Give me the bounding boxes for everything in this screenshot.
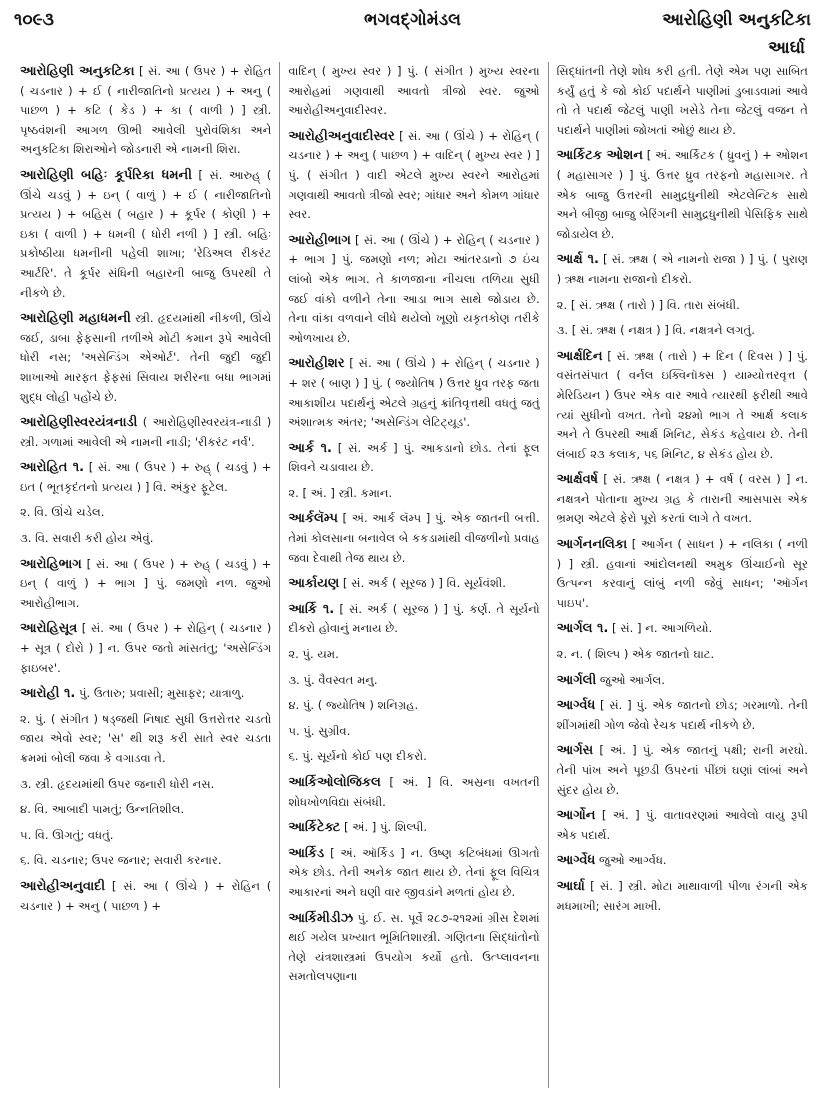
entry-definition: [ સં. અર્ક ( સૂરજ ) ] વિ. સૂર્યવંશી.	[339, 576, 506, 591]
dictionary-entry	[557, 851, 808, 871]
entry-definition: પું. ઈ. સ. પૂર્વે ૨૮૭-૨૧૨માં ગ્રીસ દેશમાં થઈ ગયેલ પ્રખ્યાત ભૂમિતિશાસ્ત્રી. ગણિતના સિદ્ધાંતોનો તેણે યંત્રશાસ્ત્રમાં ઉપયોગ કર્યો હતો. ઉત્પ્લાવનના સમતોલપણાના	[288, 910, 540, 984]
entry-headword: આર્ક્ષ ૧.	[556, 252, 599, 268]
entry-definition: [ સં. ઋક્ષ ( નક્ષત્ર ) + વર્ષ ( વરસ ) ] ન. નક્ષત્રને પોતાના મુખ્ય ગ્રહ કે તારાની આસપાસ એક ભ્રમણ એટલે ફેરો પૂરો કરતાં લાગે તે વખત.	[556, 472, 808, 526]
entry-definition: [ સં. આ ( ઉપર ) + રુહ્ ( ચડવું ) + ઇત ( ભૂતકૃદંતનો પ્રત્યય ) ] વિ. અંકુર ફૂટેલ.	[20, 460, 272, 494]
entry-definition: જુઓ આર્ગલ.	[596, 672, 665, 687]
entry-definition: ૫. પું. સુગ્રીવ.	[288, 723, 351, 738]
entry-headword: આર્કિઓલોજિકલ	[288, 775, 381, 790]
dictionary-entry	[288, 354, 539, 432]
dictionary-entry	[288, 231, 539, 349]
entry-headword: આર્ગ્વધ	[556, 698, 596, 714]
entry-headword: આર્કિમીડીઝ	[288, 910, 354, 926]
entry-definition: [ સં. ઋક્ષ ( તારો ) + દિન ( દિવસ ) ] પું. વસંતસંપાત ( વર્નલ ઇક્વિનૉક્સ ) યામ્યોત્તરવૃત્ત ( મેરિડિયન ) ઉપર એક વાર આવે ત્યારથી ફરીથી આવે ત્યાં સુધીનો વખત. તેનો ૨૪મો ભાગ તે આર્ક્ષ કલાક અને તે ઉપરથી આર્ક્ષ મિનિટ, સેકંડ કહેવાય છે. તેની લંબાઈ ૨૩ કલાક, ૫૬ મિનિટ, ૪ સેકંડ હોય છે.	[556, 348, 808, 461]
entry-definition: સ્ત્રી. હૃદયમાંથી નીકળી, ઊંચે જઈ, ડાબા ફેફસાની તળીએ મોટી કમાન રૂપે આવેલી ધોરી નસ; 'અસેન્ડિંગ એઓર્ટ'. તેની જુદી જુદી શાખાઓ મારફત ફેફસાં સિવાય શરીરના બધા ભાગમાં શુદ્ધ લોહી પહોંચે છે.	[20, 311, 272, 404]
dictionary-entry	[20, 684, 271, 704]
entry-headword: આર્કિ ૧.	[288, 601, 335, 617]
dictionary-entry	[288, 773, 539, 812]
entry-definition: [ અં. આર્કિટક ( ધ્રુવનું ) + ઓશન ( મહાસાગર ) ] પું. ઉત્તર ધ્રુવ તરફનો મહાસાગર. તે એક બાજુ ઉત્તરની સામુદ્રધુનીથી એટલેન્ટિક સાથે અને બીજી બાજુ બેરિંગની સામુદ્રધુનીથી પેસિફિક સાથે જોડાયેલ છે.	[556, 148, 808, 241]
entry-headword: આરોહિણી બહિઃ કૂર્પરિકા ધમની	[20, 167, 192, 183]
entry-headword: આર્કલૅમ્પ	[288, 511, 338, 527]
dictionary-entry	[288, 671, 539, 691]
entry-definition: [ અં. આર્ક લૅમ્પ ] પું. એક જાતની બત્તી. તેમાં કોલસાના બનાવેલ બે કકડામાંથી વીજળીનો પ્રવાહ જવા દેવાથી તેજ થાય છે.	[288, 511, 540, 565]
entry-definition: [ સં. આ ( ઊંચે ) + રોહિન્ ( ચડનાર ) + અનુ ( પાછળ ) + વાદિન્ ( મુખ્ય સ્વર ) ] પું. ( સંગીત ) વાદી એટલે મુખ્ય સ્વરને આરોહમાં ગણવાથી આવતો ત્રીજો સ્વર; ગાંધાર અને કોમળ ગાંધાર સ્વર.	[288, 128, 540, 222]
entry-definition: ૬. વિ. ચડનાર; ઉપર જનાર; સવારી કરનાર.	[20, 853, 222, 868]
column-left	[12, 62, 279, 1088]
dictionary-entry	[288, 722, 539, 742]
entry-definition: ૩. પું. વૈવસ્વત મનુ.	[288, 672, 378, 687]
dictionary-entry	[557, 470, 808, 529]
entry-headword: આર્કિટક ઓશન	[556, 148, 643, 164]
page-number: ૧૦૯૩	[14, 10, 54, 30]
entry-headword: આરોહિણી અનુકટિકા	[20, 64, 135, 79]
dictionary-entry	[20, 529, 271, 549]
entry-headword: આર્ક ૧.	[288, 440, 332, 456]
dictionary-entry	[20, 826, 271, 846]
dictionary-entry	[20, 619, 271, 678]
entry-headword: આરોહિણી મહાધમની	[20, 311, 131, 327]
entry-definition: [ અં. ] પું. વાતાવરણમાં આવેલો વાયુ રૂપી એક પદાર્થ.	[556, 808, 808, 842]
entry-definition: ૪. પું. ( જ્યોતિષ ) શનિગ્રહ.	[288, 698, 419, 713]
dictionary-entry	[20, 503, 271, 523]
entry-definition: ૨. [ સં. ઋક્ષ ( તારો ) ] વિ. તારા સંબંધી.	[556, 297, 740, 312]
entry-headword: આરોહિસૂત્ર	[20, 621, 78, 637]
entry-headword: આર્ગસ	[556, 743, 594, 759]
entry-definition: [ સં. આ ( ઊંચે ) + રોહિન ( ચડનાર ) + અનુ ( પાછળ ) +	[20, 878, 272, 913]
entry-headword: આરોહીઅનુવાદીસ્વર	[288, 128, 395, 144]
dictionary-entry	[557, 146, 808, 244]
entry-definition: [ આર્ગન ( સાધન ) + નલિકા ( નળી ) ] સ્ત્રી. હવાનાં આંદોલનથી અમુક ઊંચાઈનો સૂર ઉત્પન્ન કરવાનું લાંબું નળી જેવું સાધન; 'ઑર્ગન પાઇપ'.	[556, 537, 808, 610]
dictionary-entry	[557, 645, 808, 665]
page-header	[0, 0, 825, 62]
entry-definition: ૫. વિ. ઊગતું; વધતું.	[20, 827, 114, 842]
dictionary-entry	[557, 347, 808, 465]
entry-definition: [ અં. ] વિ. અસ્રના વખતની શોધખોળવિદ્યા સંબંધી.	[288, 775, 540, 809]
dictionary-entry	[288, 696, 539, 716]
entry-headword: આરોહિણીસ્વરયંત્રનાડી	[20, 415, 138, 431]
entry-definition: વાદિન્ ( મુખ્ય સ્વર ) ] પું. ( સંગીત ) મુખ્ય સ્વરના આરોહમાં ગણવાથી આવતો ત્રીજો સ્વર. જુઓ આરોહીઅનુવાદીસ્વર.	[288, 64, 540, 118]
entry-headword: આર્ઘા	[556, 878, 585, 894]
dictionary-entry	[288, 645, 539, 665]
entry-definition: ૨. પું. ( સંગીત ) ષડ્જથી નિષાદ સુધી ઉત્તરોત્તર ચડતો જાય એવો સ્વર; 'સ' થી શરૂ કરી સાતે સ્વર ચડતા ક્રમમાં બોલી જવા કે વગાડવા તે.	[20, 711, 272, 765]
entry-definition: [ સં. ] ન. આગળિયો.	[608, 621, 713, 636]
entry-headword: આર્ગલ ૧.	[556, 621, 609, 637]
dictionary-entry	[288, 574, 539, 594]
dictionary-entry	[288, 509, 539, 568]
column-middle	[279, 62, 547, 1088]
first-guide-word: આરોહિણી અનુકટિકા	[662, 10, 811, 30]
entry-definition: ૨. [ અં. ] સ્ત્રી. કમાન.	[288, 485, 393, 500]
dictionary-entry	[20, 458, 271, 497]
dictionary-entry	[20, 851, 271, 871]
dictionary-entry	[20, 166, 271, 303]
dictionary-entry	[288, 439, 539, 478]
dictionary-columns	[12, 62, 816, 1088]
entry-definition: [ સં. આ ( ઊંચે ) + રોહિન્ ( ચડનાર ) + શર ( બાણ ) ] પું. ( જ્યોતિષ ) ઉત્તર ધ્રુવ તરફ જતા આકાશીય પદાર્થનું એટલે ગ્રહનું ક્રાંતિવૃત્તથી વધતું જતું અંશાત્મક અંતર; 'અસેન્ડિંગ લેટિટ્યૂડ'.	[288, 356, 540, 430]
column-right	[548, 62, 816, 1088]
dictionary-entry	[20, 710, 271, 769]
entry-headword: આરોહિત ૧.	[20, 460, 85, 476]
entry-definition: [ સં. ] પું. એક જાતનો છોડ; ગરમાળો. તેની શીંગમાંથી ગોળ જેવો રેચક પદાર્થ નીકળે છે.	[556, 698, 808, 732]
entry-headword: આર્ગલી	[556, 672, 597, 688]
entry-definition: સિદ્ધાંતની તેણે શોધ કરી હતી. તેણે એમ પણ સાબિત કર્યું હતું કે જો કોઈ પદાર્થને પાણીમાં ડુબાડવામાં આવે તો તે પદાર્થ જેટલું પાણી ખસેડે તેના જેટલું વજન તે પદાર્થને પાણીમાં જોખતાં ઓછું થાય છે.	[556, 64, 808, 137]
dictionary-entry	[557, 806, 808, 845]
dictionary-title: ભગવદ્ગોમંડલ	[364, 10, 461, 30]
entry-definition: જુઓ આર્ગ્વધ.	[595, 853, 667, 868]
entry-definition: [ સં. આ ( ઉપર ) + રુહ્ ( ચડવું ) + ઇન્ ( વાળું ) + ભાગ ] પું. જમણો નળ. જુઓ આરોહીભાગ.	[20, 556, 272, 610]
entry-headword: આરોહી ૧.	[20, 686, 76, 702]
dictionary-entry	[20, 413, 271, 452]
entry-definition: ( આરોહિણીસ્વરયંત્ર-નાડી ) સ્ત્રી. ગળામાં આવેલી એ નામની નાડી; 'રીકરંટ નર્વ'.	[20, 415, 272, 449]
dictionary-entry	[557, 671, 808, 691]
entry-definition: [ સં. આ ( ઉપર ) + રોહિન્ ( ચડનાર ) + સૂત્ર ( દોરો ) ] ન. ઉપર જતો માંસતંતુ; 'અસેન્ડિંગ ફાઇબર'.	[20, 621, 272, 675]
dictionary-entry	[20, 775, 271, 795]
dictionary-entry	[557, 877, 808, 916]
dictionary-entry	[557, 535, 808, 613]
entry-definition: ૩. સ્ત્રી. હૃદયમાંથી ઉપર જનારી ધોરી નસ.	[20, 776, 215, 791]
dictionary-entry	[20, 62, 271, 160]
entry-definition: [ સં. ઋક્ષ ( એ નામનો રાજા ) ] પું. ( પુરાણ ) ઋક્ષ નામના રાજાનો દીકરો.	[556, 252, 808, 286]
entry-definition: [ અં. ઑર્કિડ ] ન. ઉષ્ણ કટિબંધમાં ઊગતો એક છોડ. તેની અનેક જાત થાય છે. તેનાં ફૂલ વિચિત્ર આકારનાં અને ઘણી વાર જીવડાંને મળતાં હોય છે.	[288, 845, 540, 899]
dictionary-entry	[20, 877, 271, 916]
entry-headword: આરોહીઅનુવાદી	[20, 878, 106, 894]
dictionary-entry	[288, 484, 539, 504]
entry-definition: ૨. વિ. ઊંચે ચડેલ.	[20, 505, 105, 520]
entry-definition: ૩. વિ. સવારી કરી હોય એવું.	[20, 531, 154, 546]
dictionary-entry	[288, 62, 539, 121]
dictionary-entry	[557, 696, 808, 735]
dictionary-entry	[20, 309, 271, 407]
entry-definition: ૨. ન. ( શિલ્પ ) એક જાતનો ઘાટ.	[556, 647, 715, 662]
dictionary-entry	[557, 321, 808, 341]
entry-definition: ૪. વિ. આબાદી પામતું; ઉન્નતિશીલ.	[20, 802, 185, 817]
dictionary-entry	[20, 555, 271, 614]
entry-definition: [ સં. અર્ક ] પું. આકડાનો છોડ. તેનાં ફૂલ શિવને ચડાવાય છે.	[288, 440, 540, 475]
entry-headword: આર્ક્ષવર્ષ	[556, 472, 598, 488]
entry-headword: આર્કાયણ	[288, 576, 340, 592]
entry-headword: આર્ગ્વેધ	[556, 853, 596, 869]
entry-definition: પું. ઉતારુ; પ્રવાસી; મુસાફર; યાત્રાળુ.	[75, 686, 245, 701]
entry-headword: આર્કિડ	[288, 845, 325, 861]
entry-definition: [ સં. આ ( ઉપર ) + રોહિત ( ચડનાર ) + ઈ ( નારીજાતિનો પ્રત્યય ) + અનુ ( પાછળ ) + કટિ ( કેડ ) + કા ( વાળી ) ] સ્ત્રી. પૃષ્ઠવંશની આગળ ઊભી આવેલી પુરોવંશિકા અને અનુકટિકા શિરાઓને જોડનારી એ નામની શિરા.	[20, 64, 272, 157]
dictionary-entry	[557, 62, 808, 140]
entry-definition: ૨. પું. યમ.	[288, 647, 339, 662]
entry-definition: [ સં. અર્ક ( સૂરજ ) ] પું. કર્ણ. તે સૂર્યનો દીકરો હોવાનું મનાય છે.	[288, 601, 540, 636]
entry-definition: ૩. [ સં. ઋક્ષ ( નક્ષત્ર ) ] વિ. નક્ષત્રને લગતું.	[556, 323, 755, 338]
dictionary-entry	[20, 800, 271, 820]
entry-headword: આરોહીશર	[288, 356, 345, 372]
dictionary-entry	[288, 600, 539, 639]
dictionary-entry	[557, 250, 808, 289]
dictionary-entry	[288, 844, 539, 903]
entry-headword: આરોહીભાગ	[288, 232, 351, 248]
dictionary-entry	[557, 619, 808, 639]
entry-definition: ૬. પું. સૂર્યનો કોઈ પણ દીકરો.	[288, 749, 427, 764]
entry-definition: [ સં. આરુહ્ ( ઊંચે ચડવું ) + ઇન્ ( વાળું ) + ઈ ( નારીજાતિનો પ્રત્યય ) + બહિસ ( બહાર ) + કૂર્પર ( કોણી ) + ઇકા ( વાળી ) + ધમની ( ધોરી નળી ) ] સ્ત્રી. બહિઃ પ્રકોષ્ઠીયા ધમનીની પહેલી શાખા; 'રેડિઅલ રીકરંટ આર્ટરિ'. તે કૂર્પર સંધિની બહારની બાજુ ઉપરથી તે નીકળે છે.	[20, 167, 272, 300]
dictionary-entry	[288, 909, 539, 987]
last-guide-word: આર્ઘા	[768, 38, 805, 58]
dictionary-entry	[288, 818, 539, 838]
entry-headword: આર્કિટેક્ટ	[288, 820, 341, 836]
dictionary-entry	[557, 296, 808, 316]
entry-headword: આર્ગોન	[556, 808, 596, 824]
dictionary-entry	[288, 127, 539, 225]
entry-headword: આર્ગનનલિકા	[556, 537, 628, 553]
entry-definition: [ સં. ] સ્ત્રી. મોટા માથાવાળી પીળા રંગની એક મધમાખી; સારંગ માખી.	[556, 878, 808, 913]
dictionary-entry	[557, 741, 808, 800]
entry-headword: આર્ક્ષદિન	[556, 348, 603, 364]
dictionary-entry	[288, 747, 539, 767]
entry-definition: [ અં. ] પું. શિલ્પી.	[340, 820, 428, 835]
entry-headword: આરોહિભાગ	[20, 556, 82, 572]
entry-definition: [ સં. આ ( ઊંચે ) + રોહિન્ ( ચડનાર ) + ભાગ ] પું. જમણો નળ; મોટા આંતરડાનો ૭ ઇંચ લાંબો એક ભાગ. તે કાળજાના નીચલા તળિયા સુધી જઈ વાંકો વળીને તેના આડા ભાગ સાથે જોડાય છે. તેના વાંકા વળવાને લીધે થયેલો ખૂણો યકૃતકોણ તરીકે ઓળખાય છે.	[288, 232, 540, 345]
entry-definition: [ અં. ] પું. એક જાતનું પક્ષી; રાની મરઘો. તેની પાંખ અને પૂછડી ઉપરનાં પીંછાં ઘણાં લાંબાં અને સુંદર હોય છે.	[556, 743, 808, 797]
